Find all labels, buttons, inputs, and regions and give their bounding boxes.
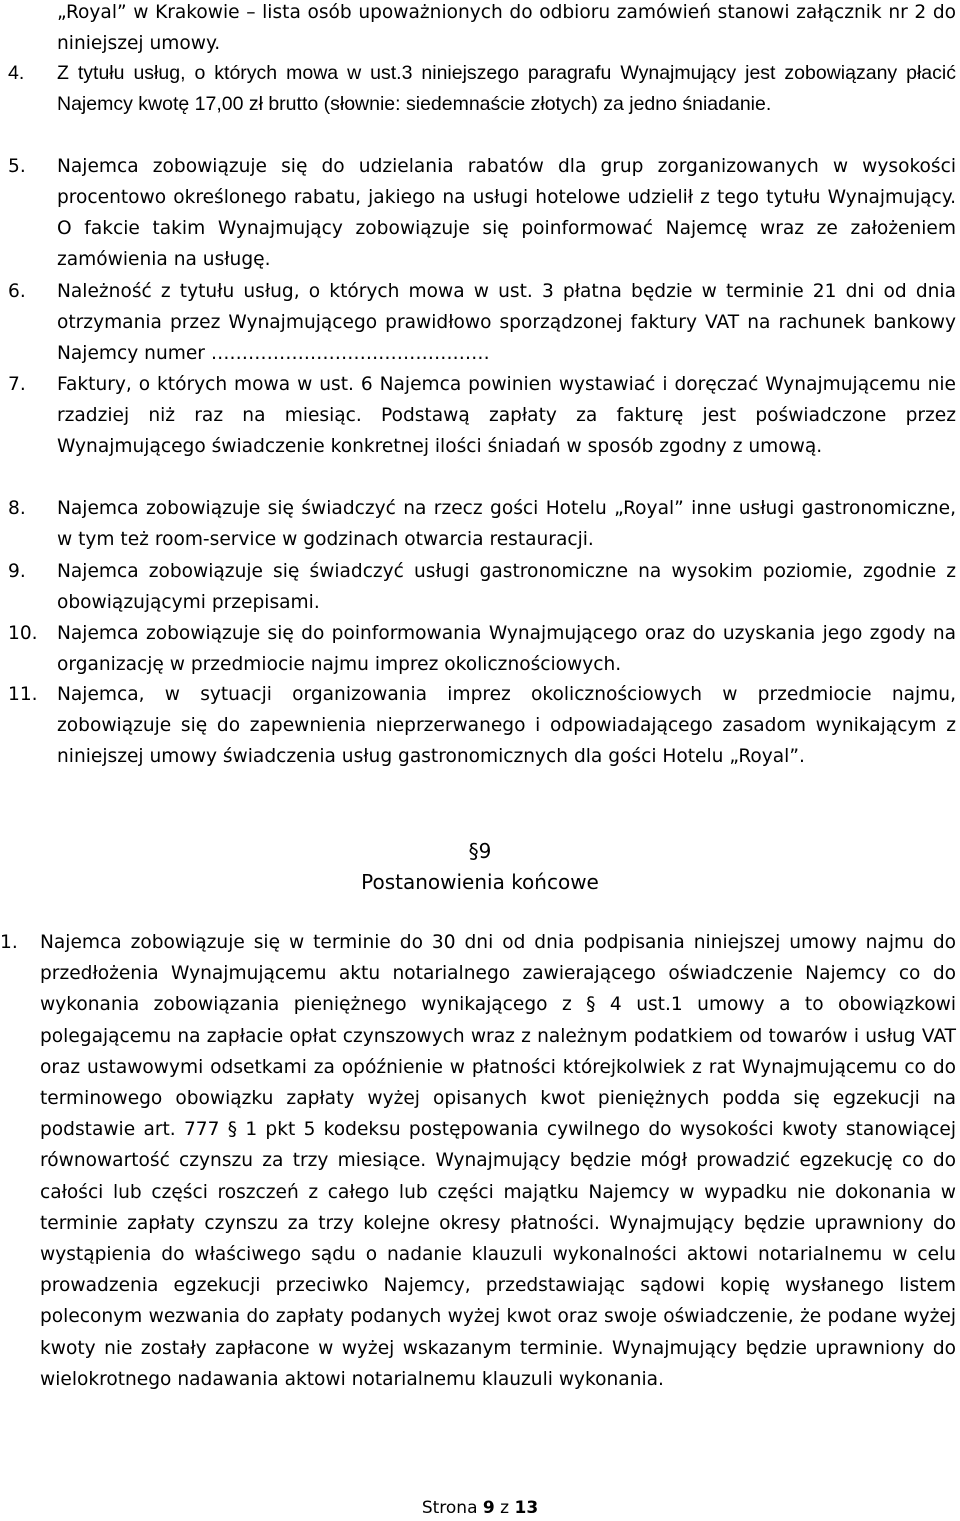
list-item-number: 8. — [8, 498, 26, 519]
list-item-text: Najemca zobowiązuje się świadczyć na rzecz gości Hotelu „Royal” inne usługi gastronomiczne, w tym też room-service w godzinach otwarcia restauracji. — [57, 498, 956, 550]
list-item-number: 1. — [0, 932, 18, 953]
list-item-8 — [8, 493, 956, 555]
footer-separator: z — [500, 1498, 510, 1518]
list-item-4 — [8, 58, 956, 120]
footer-prefix: Strona — [421, 1498, 478, 1518]
list-item-7 — [8, 369, 956, 462]
section-title: Postanowienia końcowe — [361, 870, 599, 894]
list-item-10 — [8, 618, 956, 680]
list-item-text: Faktury, o których mowa w ust. 6 Najemca powinien wystawiać i doręczać Wynajmującemu nie rzadziej niż raz na miesiąc. Podstawą zapłaty za fakturę jest poświadczone przez Wynajmującego świadczenie konkretnej ilości śniadań w sposób zgodny z umową. — [57, 374, 956, 457]
list-item-number: 9. — [8, 561, 26, 582]
list-item-text: Najemca, w sytuacji organizowania imprez okolicznościowych w przedmiocie najmu, zobowiązuje się do zapewnienia nieprzerwanego i odpowiadającego zasadom wynikającym z niniejszej umowy świadczenia usług gastronomicznych dla gości Hotelu „Royal”. — [57, 684, 956, 767]
list-item-number: 10. — [8, 623, 38, 644]
list-item-number: 5. — [8, 156, 26, 177]
continuation-paragraph: „Royal” w Krakowie – lista osób upoważnionych do odbioru zamówień stanowi załącznik nr 2 do niniejszej umowy. — [57, 2, 956, 54]
list-item-6 — [8, 276, 956, 369]
list-item-text: Z tytułu usług, o których mowa w ust.3 niniejszego paragrafu Wynajmujący jest zobowiązany płacić Najemcy kwotę 17,00 zł brutto (słownie: siedemnaście złotych) za jedno śniadanie. — [57, 62, 956, 115]
list-item-text: Najemca zobowiązuje się do poinformowania Wynajmującego oraz do uzyskania jego zgody na organizację w przedmiocie najmu imprez okolicznościowych. — [57, 623, 956, 675]
list-item-number: 7. — [8, 374, 26, 395]
section-symbol: §9 — [468, 839, 492, 863]
page-footer — [0, 1497, 960, 1519]
list-item-text: Najemca zobowiązuje się świadczyć usługi gastronomiczne na wysokim poziomie, zgodnie z obowiązującymi przepisami. — [57, 561, 956, 613]
list-item-5 — [8, 151, 956, 275]
list-item-9 — [8, 556, 956, 618]
footer-page-number: 9 — [482, 1498, 495, 1518]
list-item-number: 6. — [8, 281, 26, 302]
list-item-text: Należność z tytułu usług, o których mowa w ust. 3 płatna będzie w terminie 21 dni od dnia otrzymania przez Wynajmującego prawidłowo sporządzonej faktury VAT na rachunek bankowy Najemcy numer ……………………………………… — [57, 281, 956, 364]
final-list-item-1 — [0, 927, 956, 1395]
list-item-number: 4. — [8, 62, 25, 84]
list-item-text: Najemca zobowiązuje się do udzielania rabatów dla grup zorganizowanych w wysokości procentowo określonego rabatu, jakiego na usługi hotelowe udzielił z tego tytułu Wynajmujący. O fakcie takim Wynajmujący zobowiązuje się poinformować Najemcę wraz ze założeniem zamówienia na usługę. — [57, 156, 956, 270]
footer-page-total: 13 — [514, 1498, 539, 1518]
list-item-number: 11. — [8, 684, 38, 705]
list-item-text: Najemca zobowiązuje się w terminie do 30 dni od dnia podpisania niniejszej umowy najmu do przedłożenia Wynajmującemu aktu notarialnego zawierającego oświadczenie Najemcy co do wykonania zobowiązania pieniężnego wynikającego z § 4 ust.1 umowy a to obowiązkowi polegającemu na zapłacie opłat czynszowych wraz z należnym podatkiem od towarów i usług VAT oraz ustawowymi odsetkami za opóźnienie w płatności którejkolwiek z rat Wynajmującemu co do terminowego obowiązku zapłaty wyżej opisanych kwot pieniężnych podda się egzekucji na podstawie art. 777 § 1 pkt 5 kodeksu postępowania cywilnego do wysokości kwoty stanowiącej równowartość czynszu za trzy miesiące. Wynajmujący będzie mógł prowadzić egzekucję co do całości lub części roszczeń z całego lub części majątku Najemcy w wypadku nie dokonania w terminie zapłaty czynszu za trzy kolejne okresy płatności. Wynajmujący będzie uprawniony do wystąpienia do właściwego sądu o nadanie klauzuli wykonalności aktowi notarialnemu w celu prowadzenia egzekucji przeciwko Najemcy, przedstawiając sądowi kopię wysłanego listem poleconym wezwania do zapłaty podanych wyżej kwot oraz swoje oświadczenie, że podane wyżej kwoty nie zostały zapłacone w wyżej wskazanym terminie. Wynajmujący będzie uprawniony do wielokrotnego nadawania aktowi notarialnemu klauzuli wykonania. — [40, 932, 956, 1390]
list-item-11 — [8, 679, 956, 772]
